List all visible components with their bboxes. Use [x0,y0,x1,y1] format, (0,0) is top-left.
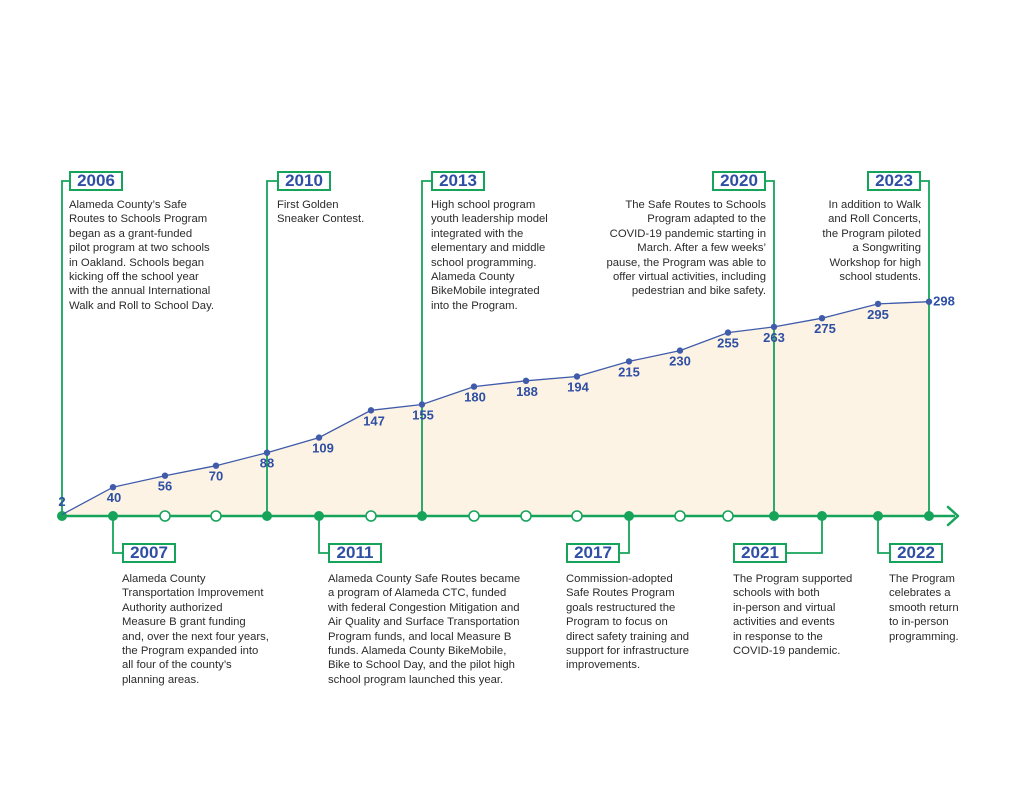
milestone-text-2023: In addition to Walk and Roll Concerts, the Program piloted a Songwriting Workshop for high school students. [822,199,921,284]
milestone-connector [620,516,629,553]
data-label: 298 [933,293,955,309]
axis-tick [469,511,479,521]
axis-tick [108,511,118,521]
milestone-year-2022: 2022 [889,543,943,563]
milestone-text-2010: First Golden Sneaker Contest. [277,199,365,226]
data-label: 194 [567,379,589,395]
milestone-text-2007: Alameda County Transportation Improvement Authority authorized Measure B grant funding and, over the next four years, the Program expanded into all four of the county’s planning areas. [122,573,269,686]
data-label: 215 [618,364,640,380]
milestone-year-2011: 2011 [328,543,382,563]
milestone-connector [113,516,122,553]
axis-tick [924,511,934,521]
axis-tick [262,511,272,521]
milestone-text-2013: High school program youth leadership model integrated with the elementary and middle school programming. Alameda County BikeMobile integrated into the Program. [431,199,548,312]
milestone-connector [787,516,822,553]
milestone-year-2017: 2017 [566,543,620,563]
axis-tick [817,511,827,521]
data-label: 155 [412,407,434,423]
data-label: 70 [208,468,224,484]
data-label: 88 [259,455,275,471]
milestone-year-2021: 2021 [733,543,787,563]
milestone-connector [62,181,69,516]
axis-tick [160,511,170,521]
milestone-connector [878,516,889,553]
data-label: 40 [106,490,122,506]
axis-tick [624,511,634,521]
axis-tick [723,511,733,521]
milestone-year-2013: 2013 [431,171,485,191]
data-label: 56 [157,478,173,494]
milestone-text-2021: The Program supported schools with both in-person and virtual activities and events in response to the COVID-19 pandemic. [733,573,853,658]
axis-tick [521,511,531,521]
area-fill [62,302,929,516]
data-label: 295 [867,306,889,322]
data-label: 255 [717,335,739,351]
data-label: 188 [516,383,538,399]
data-label: 230 [669,353,691,369]
milestone-year-2020: 2020 [712,171,766,191]
data-label: 2 [58,494,66,509]
axis-tick [366,511,376,521]
data-label: 275 [814,321,836,337]
axis-tick [675,511,685,521]
data-label: 147 [363,413,385,429]
milestone-text-2022: The Program celebrates a smooth return to in-person programming. [889,573,959,643]
axis-tick [314,511,324,521]
axis-tick [769,511,779,521]
milestone-year-2023: 2023 [867,171,921,191]
axis-tick [873,511,883,521]
milestone-text-2020: The Safe Routes to Schools Program adapted to the COVID-19 pandemic starting in March. After a few weeks’ pause, the Program was able to offer virtual activities, including pedestrian and bike safety. [606,199,766,298]
milestone-year-2006: 2006 [69,171,123,191]
milestone-text-2011: Alameda County Safe Routes became a program of Alameda CTC, funded with federal Congestion Mitigation and Air Quality and Surface Transportation Program funds, and local Measure B funds. Alameda County BikeMobile, Bike to School Day, and the pilot high school program launched this year. [328,573,521,686]
data-point [926,299,932,305]
milestone-connector [319,516,328,553]
axis-tick [417,511,427,521]
data-label: 180 [464,389,486,405]
milestone-text-2017: Commission-adopted Safe Routes Program goals restructured the Program to focus on direct safety training and support for infrastructure improvements. [566,573,690,672]
axis-tick [211,511,221,521]
axis-tick [572,511,582,521]
milestone-year-2010: 2010 [277,171,331,191]
data-label: 263 [763,329,785,345]
data-label: 109 [312,440,334,456]
milestone-text-2006: Alameda County’s Safe Routes to Schools Program began as a grant-funded pilot program at two schools in Oakland. Schools began kicking off the school year with the annual International Walk and Roll to School Day. [69,199,215,312]
milestone-year-2007: 2007 [122,543,176,563]
